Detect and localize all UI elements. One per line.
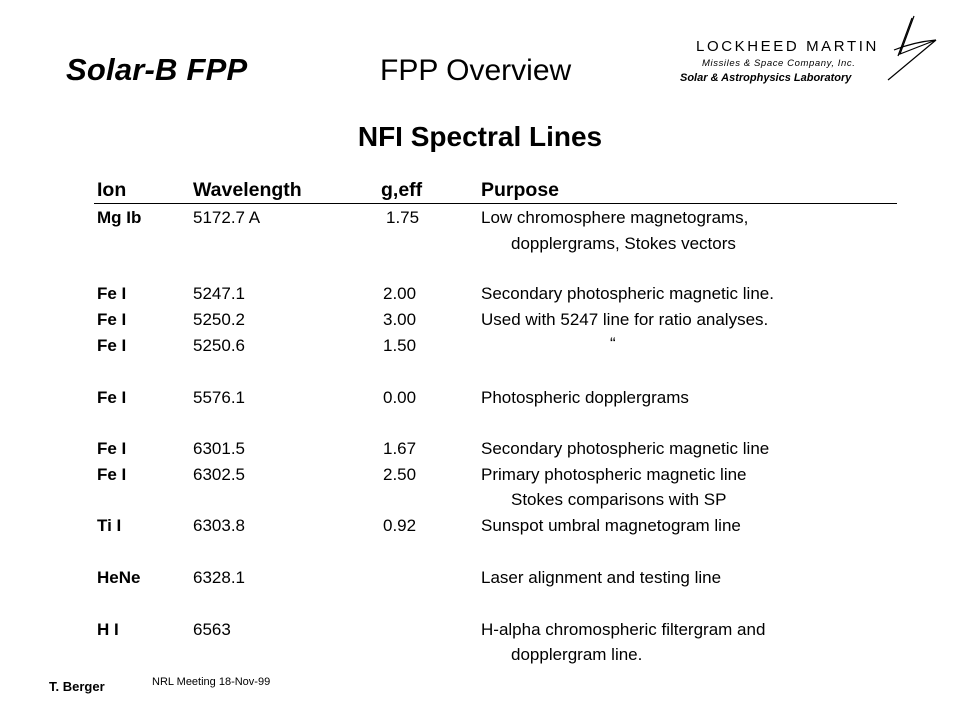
header-divider bbox=[94, 203, 897, 204]
cell-purpose-continued: dopplergrams, Stokes vectors bbox=[511, 234, 736, 253]
section-title: FPP Overview bbox=[380, 54, 572, 87]
cell-wavelength: 5250.6 bbox=[193, 336, 245, 355]
cell-geff: 2.50 bbox=[383, 465, 417, 484]
footer-author: T. Berger bbox=[49, 679, 105, 694]
cell-ion: Fe I bbox=[97, 388, 127, 407]
cell-wavelength: 5576.1 bbox=[193, 388, 245, 407]
cell-ion: Fe I bbox=[97, 336, 127, 355]
cell-wavelength: 5172.7 A bbox=[193, 208, 261, 227]
cell-wavelength: 5250.2 bbox=[193, 310, 245, 329]
column-header-geff: g,eff bbox=[381, 179, 423, 201]
cell-geff: 1.75 bbox=[386, 208, 420, 227]
cell-ion: Fe I bbox=[97, 465, 127, 484]
cell-geff: 0.92 bbox=[383, 516, 417, 535]
cell-purpose: Low chromosphere magnetograms, bbox=[481, 208, 749, 227]
cell-purpose: Secondary photospheric magnetic line. bbox=[481, 284, 774, 303]
cell-purpose: Used with 5247 line for ratio analyses. bbox=[481, 310, 769, 329]
cell-ion: Fe I bbox=[97, 284, 127, 303]
cell-ion: H I bbox=[97, 620, 119, 639]
cell-ion: Fe I bbox=[97, 310, 127, 329]
cell-wavelength: 6328.1 bbox=[193, 568, 245, 587]
cell-geff: 1.67 bbox=[383, 439, 417, 458]
cell-ion: HeNe bbox=[97, 568, 141, 587]
cell-purpose: Primary photospheric magnetic line bbox=[481, 465, 747, 484]
column-header-wavelength: Wavelength bbox=[193, 179, 302, 201]
cell-purpose: Laser alignment and testing line bbox=[481, 568, 722, 587]
star-swoosh-icon bbox=[888, 16, 936, 80]
logo-division-text: Missiles & Space Company, Inc. bbox=[702, 58, 856, 69]
cell-ion: Ti I bbox=[97, 516, 122, 535]
cell-ion: Mg Ib bbox=[97, 208, 142, 227]
cell-wavelength: 6303.8 bbox=[193, 516, 245, 535]
cell-geff: 0.00 bbox=[383, 388, 417, 407]
logo-company-text: LOCKHEED MARTIN bbox=[696, 38, 879, 55]
cell-wavelength: 6563 bbox=[193, 620, 231, 639]
cell-wavelength: 6301.5 bbox=[193, 439, 245, 458]
cell-purpose: Photospheric dopplergrams bbox=[481, 388, 689, 407]
cell-geff: 3.00 bbox=[383, 310, 417, 329]
cell-ion: Fe I bbox=[97, 439, 127, 458]
cell-purpose-continued: dopplergram line. bbox=[511, 645, 643, 664]
presentation-title: Solar-B FPP bbox=[66, 52, 248, 87]
column-header-purpose: Purpose bbox=[481, 179, 560, 201]
cell-wavelength: 6302.5 bbox=[193, 465, 245, 484]
cell-geff: 2.00 bbox=[383, 284, 417, 303]
cell-purpose-ditto: “ bbox=[610, 334, 616, 353]
slide-heading: NFI Spectral Lines bbox=[357, 121, 603, 152]
cell-purpose: H-alpha chromospheric filtergram and bbox=[481, 620, 766, 639]
lab-name: Solar & Astrophysics Laboratory bbox=[680, 72, 852, 84]
cell-purpose: Secondary photospheric magnetic line bbox=[481, 439, 770, 458]
cell-purpose-continued: Stokes comparisons with SP bbox=[511, 490, 727, 509]
footer-meeting: NRL Meeting 18-Nov-99 bbox=[152, 676, 271, 688]
column-header-ion: Ion bbox=[97, 179, 127, 201]
cell-purpose: Sunspot umbral magnetogram line bbox=[481, 516, 741, 535]
cell-geff: 1.50 bbox=[383, 336, 417, 355]
cell-wavelength: 5247.1 bbox=[193, 284, 245, 303]
